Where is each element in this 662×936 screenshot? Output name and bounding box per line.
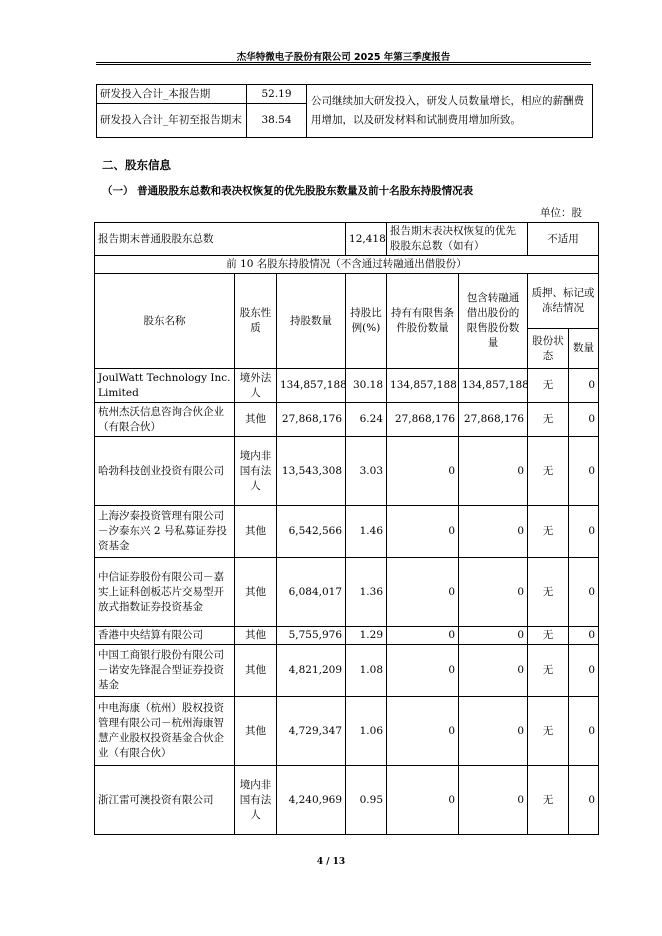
holder-restricted: 0 <box>387 627 459 645</box>
holder-lending: 0 <box>459 766 528 835</box>
holder-name: JoulWatt Technology Inc. Limited <box>95 369 235 403</box>
table-row <box>95 403 599 437</box>
holder-qty: 0 <box>569 506 599 558</box>
holder-qty: 0 <box>569 558 599 627</box>
rd-row1-value: 52.19 <box>247 85 307 104</box>
holder-restricted: 134,857,188 <box>387 369 459 403</box>
holder-qty: 0 <box>569 766 599 835</box>
col-nature: 股东性质 <box>235 274 277 369</box>
holder-shares: 13,543,308 <box>277 437 346 506</box>
table-row <box>95 369 599 403</box>
holder-ratio: 30.18 <box>346 369 387 403</box>
holder-status: 无 <box>528 437 569 506</box>
rd-reason: 公司继续加大研发投入，研发人员数量增长，相应的薪酬费用增加，以及研发材料和试制费用增加所致。 <box>307 85 593 138</box>
holder-shares: 4,821,209 <box>277 645 346 697</box>
col-ratio: 持股比例(%) <box>346 274 387 369</box>
holder-name: 浙江雷可澳投资有限公司 <box>95 766 235 835</box>
unit-label: 单位：股 <box>540 207 582 219</box>
holder-name: 中电海康（杭州）股权投资管理有限公司－杭州海康智慧产业股权投资基金合伙企业（有限合伙） <box>95 697 235 766</box>
holder-shares: 27,868,176 <box>277 403 346 437</box>
holder-nature: 其他 <box>235 506 277 558</box>
holder-shares: 4,240,969 <box>277 766 346 835</box>
holder-shares: 5,755,976 <box>277 627 346 645</box>
holder-qty: 0 <box>569 645 599 697</box>
holder-nature: 其他 <box>235 403 277 437</box>
holder-status: 无 <box>528 697 569 766</box>
page-header: 杰华特微电子股份有限公司 2025 年第三季度报告 <box>236 52 451 63</box>
holder-restricted: 0 <box>387 558 459 627</box>
holder-status: 无 <box>528 369 569 403</box>
holder-status: 无 <box>528 558 569 627</box>
holder-nature: 境内非国有法人 <box>235 766 277 835</box>
col-status: 股份状态 <box>528 329 569 369</box>
table-row <box>95 558 599 627</box>
holder-nature: 其他 <box>235 558 277 627</box>
holder-nature: 境外法人 <box>235 369 277 403</box>
header-rule-2 <box>96 64 591 65</box>
holder-ratio: 1.36 <box>346 558 387 627</box>
holder-status: 无 <box>528 506 569 558</box>
col-name: 股东名称 <box>95 274 235 369</box>
table-row <box>95 506 599 558</box>
col-qty: 数量 <box>569 329 599 369</box>
holder-ratio: 0.95 <box>346 766 387 835</box>
section-subtitle: （一） 普通股股东总数和表决权恢复的优先股股东数量及前十名股东持股情况表 <box>102 185 474 197</box>
holder-ratio: 1.29 <box>346 627 387 645</box>
holder-name: 上海汐泰投资管理有限公司－汐泰东兴 2 号私募证券投资基金 <box>95 506 235 558</box>
holder-ratio: 1.06 <box>346 697 387 766</box>
holder-lending: 134,857,188 <box>459 369 528 403</box>
col-restricted: 持有有限售条件股份数量 <box>387 274 459 369</box>
holder-status: 无 <box>528 403 569 437</box>
page-number: 4 / 13 <box>316 857 346 867</box>
holder-shares: 6,084,017 <box>277 558 346 627</box>
holder-qty: 0 <box>569 697 599 766</box>
top10-title: 前 10 名股东持股情况（不含通过转融通出借股份） <box>95 256 599 274</box>
holder-restricted: 0 <box>387 437 459 506</box>
holder-name: 哈勃科技创业投资有限公司 <box>95 437 235 506</box>
holder-nature: 其他 <box>235 697 277 766</box>
holder-restricted: 0 <box>387 645 459 697</box>
table-row <box>95 766 599 835</box>
section-title: 二、股东信息 <box>102 158 171 172</box>
header-rule <box>96 62 591 63</box>
holder-ratio: 1.46 <box>346 506 387 558</box>
holder-qty: 0 <box>569 403 599 437</box>
holder-status: 无 <box>528 627 569 645</box>
table-row <box>95 645 599 697</box>
holder-nature: 其他 <box>235 645 277 697</box>
holder-lending: 0 <box>459 437 528 506</box>
holder-name: 中国工商银行股份有限公司－诺安先锋混合型证券投资基金 <box>95 645 235 697</box>
holder-nature: 境内非国有法人 <box>235 437 277 506</box>
holder-ratio: 3.03 <box>346 437 387 506</box>
col-lending: 包含转融通借出股份的限售股份数量 <box>459 274 528 369</box>
holder-lending: 0 <box>459 627 528 645</box>
holder-qty: 0 <box>569 369 599 403</box>
holder-ratio: 1.08 <box>346 645 387 697</box>
pref-holders-label: 报告期末表决权恢复的优先股股东总数（如有） <box>387 223 528 256</box>
holder-qty: 0 <box>569 437 599 506</box>
holder-status: 无 <box>528 766 569 835</box>
col-shares: 持股数量 <box>277 274 346 369</box>
holder-lending: 0 <box>459 558 528 627</box>
holder-lending: 0 <box>459 697 528 766</box>
holder-restricted: 0 <box>387 766 459 835</box>
holder-shares: 134,857,188 <box>277 369 346 403</box>
holder-status: 无 <box>528 645 569 697</box>
holder-shares: 4,729,347 <box>277 697 346 766</box>
holder-restricted: 27,868,176 <box>387 403 459 437</box>
rd-row2-value: 38.54 <box>247 104 307 138</box>
total-holders-value: 12,418 <box>346 223 387 256</box>
pref-holders-value: 不适用 <box>528 223 599 256</box>
table-row <box>95 437 599 506</box>
holder-restricted: 0 <box>387 506 459 558</box>
rd-table <box>96 84 593 138</box>
holder-shares: 6,542,566 <box>277 506 346 558</box>
rd-row1-label: 研发投入合计_本报告期 <box>97 85 247 104</box>
holder-lending: 27,868,176 <box>459 403 528 437</box>
holder-name: 中信证券股份有限公司－嘉实上证科创板芯片交易型开放式指数证券投资基金 <box>95 558 235 627</box>
total-holders-label: 报告期末普通股股东总数 <box>95 223 346 256</box>
holder-nature: 其他 <box>235 627 277 645</box>
holder-qty: 0 <box>569 627 599 645</box>
holder-restricted: 0 <box>387 697 459 766</box>
holder-name: 香港中央结算有限公司 <box>95 627 235 645</box>
shareholder-table <box>94 222 599 835</box>
holder-name: 杭州杰沃信息咨询合伙企业（有限合伙） <box>95 403 235 437</box>
holder-lending: 0 <box>459 506 528 558</box>
col-pledge: 质押、标记或冻结情况 <box>528 274 599 329</box>
holder-ratio: 6.24 <box>346 403 387 437</box>
table-row <box>95 697 599 766</box>
rd-row2-label: 研发投入合计_年初至报告期末 <box>97 104 247 138</box>
holder-lending: 0 <box>459 645 528 697</box>
table-row <box>95 627 599 645</box>
